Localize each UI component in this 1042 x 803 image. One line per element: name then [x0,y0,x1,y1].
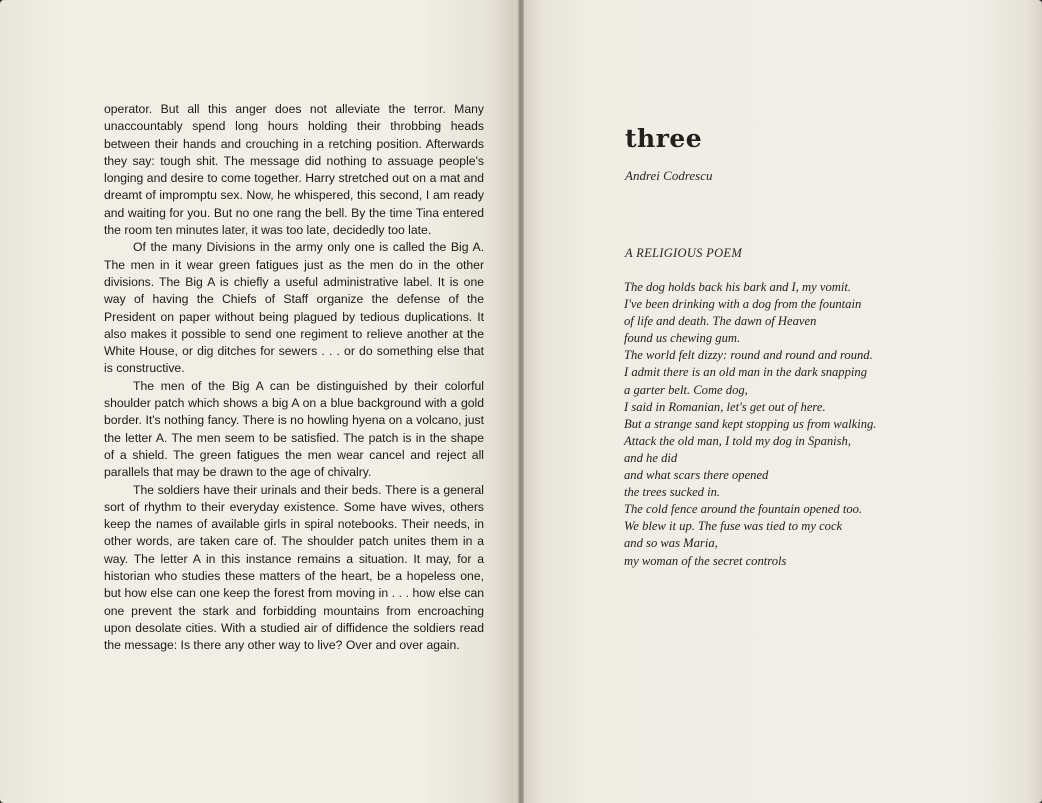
poem-line: We blew it up. The fuse was tied to my cock [624,519,843,534]
poem-line: and so was Maria, [624,536,718,551]
poem-line: I said in Romanian, let's get out of here. [624,399,826,414]
poem-line: the trees sucked in. [624,485,721,500]
paragraph: Of the many Divisions in the army only one is called the Big A. The men in it wear green fatigues just as the men do in the other divisions. The Big A is chiefly a useful administrative label. It is one way of having the Chiefs of Staff organize the defense of the President on paper without being plagued by tedious duplications. It also makes it possible to send one regiment to relieve another at the White House, or dig ditches for sewers . . . or do something else that is constructive. [104,240,484,376]
poem-line: a garter belt. Come dog, [624,382,748,397]
book-gutter [518,0,524,803]
poem-lines [624,279,944,570]
poem-line: The world felt dizzy: round and round and round. [624,348,873,363]
prose-text-block [104,101,484,655]
poem-line: of life and death. The dawn of Heaven [624,314,817,329]
poem-line: I've been drinking with a dog from the fountain [624,297,862,312]
poem-line: and what scars there opened [624,468,769,483]
paragraph: operator. But all this anger does not alleviate the terror. Many unaccountably spend long hours holding their throbbing heads between their hands and crouching in a retching position. Afterwards they say: tough shit. The message did nothing to assuage people's longing and desire to come together. Harry stretched out on a mat and dreamt of impromptu sex. Now, he whispered, this second, I am ready and waiting for you. But no one rang the bell. By the time Tina entered the room ten minutes later, it was too late, decidedly too late. [104,102,484,238]
paragraph: The men of the Big A can be distinguished by their colorful shoulder patch which shows a big A on a blue background with a gold border. It's nothing fancy. There is no howling hyena on a volcano, just the letter A. The men seem to be satisfied. The patch is in the shape of a shield. The green fatigues the men wear cancel and reject all parallels that may be drawn to the age of chivalry. [104,378,484,480]
poem-title: A RELIGIOUS POEM [625,246,743,260]
poem-line: The cold fence around the fountain opened too. [624,502,863,517]
poem-line: my woman of the secret controls [624,553,787,568]
poem-line: I admit there is an old man in the dark snapping [624,365,867,380]
poem-line: But a strange sand kept stopping us from walking. [624,416,877,431]
author-name: Andrei Codrescu [625,168,713,183]
poem-line: found us chewing gum. [624,331,741,346]
poem-line: The dog holds back his bark and I, my vomit. [624,280,852,294]
chapter-title: three [625,124,703,153]
poem-line: Attack the old man, I told my dog in Spanish, [624,433,852,448]
paragraph: The soldiers have their urinals and their beds. There is a general sort of rhythm to their everyday existence. Some have wives, others keep the names of available girls in spiral notebooks. Their needs, in other words, are taken care of. The shoulder patch unites them in a way. The letter A in this instance remains a situation. It may, for a historian who studies these matters of the heart, be a hopeless one, but how else can one keep the forest from moving in . . . how else can one prevent the stark and forbidding mountains from encroaching upon desolate cities. With a studied air of diffidence the soldiers read the message: Is there any other way to live? Over and over again. [104,482,484,653]
poem-line: and he did [624,450,678,465]
